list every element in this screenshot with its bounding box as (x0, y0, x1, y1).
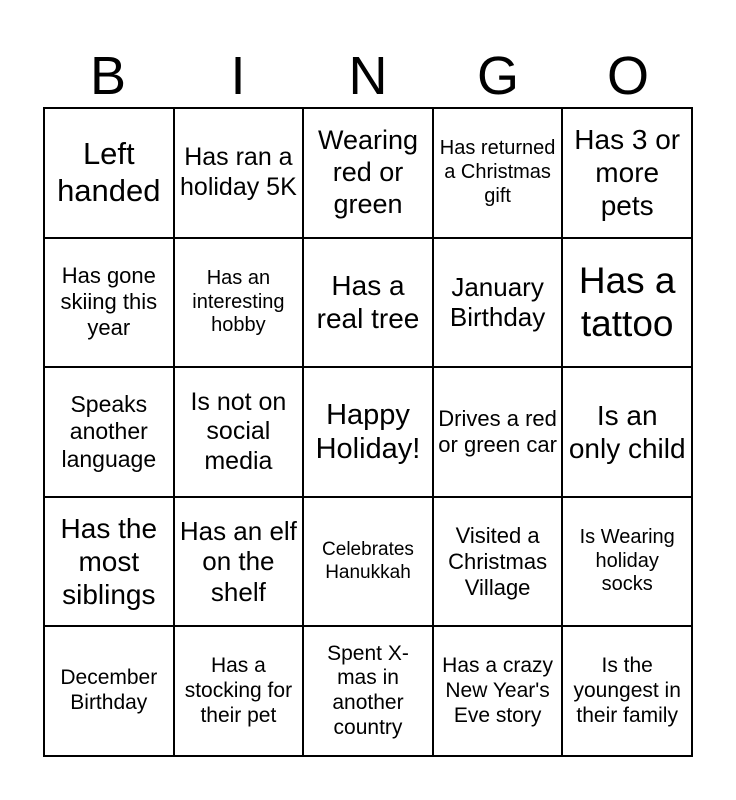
bingo-cell-g1[interactable] (433, 108, 563, 238)
bingo-cell-label: Has a stocking for their pet (184, 654, 293, 727)
bingo-cell-i2[interactable] (174, 238, 304, 368)
bingo-cell-label: Has 3 or more pets (574, 124, 681, 222)
bingo-cell-label: Has returned a Christmas gift (439, 137, 556, 207)
bingo-cell-o3[interactable] (562, 367, 692, 497)
bingo-cell-g5[interactable] (433, 626, 563, 756)
bingo-cell-n1[interactable] (303, 108, 433, 238)
bingo-cell-b3[interactable] (44, 367, 174, 497)
bingo-cell-label: Left handed (57, 136, 161, 208)
bingo-cell-label: Visited a Christmas Village (448, 522, 548, 600)
bingo-cell-label: Is not on social media (190, 387, 287, 475)
bingo-cell-g3[interactable] (433, 367, 563, 497)
bingo-cell-g2[interactable] (433, 238, 563, 368)
bingo-cell-n5[interactable] (303, 626, 433, 756)
bingo-cell-o1[interactable] (562, 108, 692, 238)
bingo-cell-n4[interactable] (303, 497, 433, 627)
bingo-cell-label: December Birthday (60, 666, 158, 715)
bingo-cell-label: Has a tattoo (578, 259, 676, 345)
bingo-cell-label: Has ran a holiday 5K (180, 143, 297, 201)
bingo-cell-label: Wearing red or green (317, 125, 419, 219)
bingo-cell-label: Is Wearing holiday socks (579, 526, 675, 596)
bingo-cell-i1[interactable] (174, 108, 304, 238)
bingo-cell-g4[interactable] (433, 497, 563, 627)
header-letter-o: O (606, 46, 649, 106)
bingo-cell-label: Spent X-mas in another country (327, 641, 409, 739)
bingo-header (43, 44, 693, 108)
bingo-cell-i4[interactable] (174, 497, 304, 627)
bingo-cell-b4[interactable] (44, 497, 174, 627)
bingo-cell-label: Has an interesting hobby (192, 267, 285, 337)
bingo-cell-label: Has the most siblings (60, 513, 158, 611)
header-letter-b: B (89, 46, 127, 106)
bingo-board (43, 107, 693, 757)
bingo-cell-b5[interactable] (44, 626, 174, 756)
bingo-cell-b2[interactable] (44, 238, 174, 368)
bingo-cell-label: Has an elf on the shelf (179, 515, 297, 607)
bingo-cell-b1[interactable] (44, 108, 174, 238)
bingo-cell-label: Drives a red or green car (438, 406, 557, 457)
bingo-cell-n2[interactable] (303, 238, 433, 368)
header-letter-g: G (476, 46, 519, 106)
bingo-cell-label: Happy Holiday! (315, 398, 421, 465)
header-letter-i: I (230, 46, 246, 106)
bingo-cell-n3[interactable] (303, 367, 433, 497)
bingo-cell-i3[interactable] (174, 367, 304, 497)
bingo-cell-label: Is the youngest in their family (573, 654, 681, 727)
bingo-cell-label: Has a crazy New Year's Eve story (442, 654, 554, 727)
header-letter-n: N (348, 46, 388, 106)
bingo-cell-o2[interactable] (562, 238, 692, 368)
bingo-cell-label: Has gone skiing this year (60, 263, 158, 341)
bingo-cell-label: Has a real tree (316, 270, 420, 335)
bingo-cell-label: Celebrates Hanukkah (322, 539, 414, 583)
bingo-cell-label: Speaks another language (61, 391, 157, 472)
bingo-cell-o5[interactable] (562, 626, 692, 756)
bingo-cell-label: Is an only child (568, 399, 686, 464)
bingo-cell-o4[interactable] (562, 497, 692, 627)
bingo-cell-i5[interactable] (174, 626, 304, 756)
bingo-cell-label: January Birthday (449, 271, 546, 333)
